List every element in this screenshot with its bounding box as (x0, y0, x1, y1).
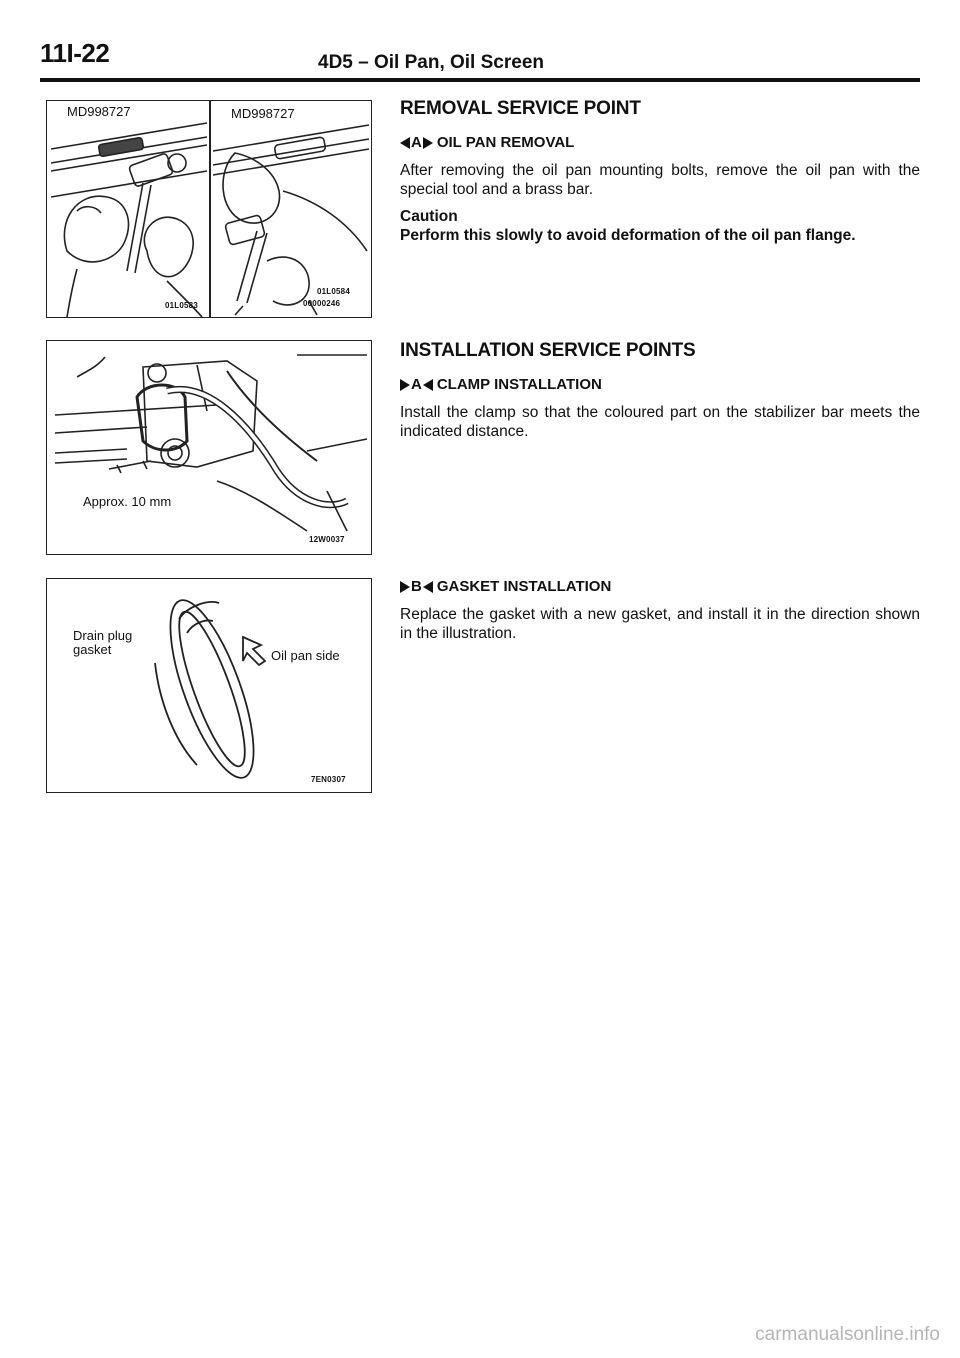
tool-label-left: MD998727 (67, 104, 131, 119)
figure-code-left: 01L0583 (165, 301, 198, 310)
arrow-right-icon (423, 137, 433, 149)
removal-heading: REMOVAL SERVICE POINT (400, 98, 641, 119)
figure-oil-pan-removal (46, 100, 372, 318)
subheading-text: GASKET INSTALLATION (436, 578, 612, 595)
page-number: 11I-22 (40, 38, 110, 68)
arrow-left-icon (400, 137, 410, 149)
arrow-left-icon (423, 581, 433, 593)
figure-divider (209, 101, 211, 317)
service-mark (400, 376, 433, 393)
gasket-section (400, 578, 920, 643)
clamp-body: Install the clamp so that the coloured part on the stabilizer bar meets the indicated distance. (400, 404, 920, 440)
watermark: carmanualsonline.info (755, 1324, 940, 1345)
figure-code-right-2: 00000246 (303, 299, 341, 308)
arrow-right-icon (400, 581, 410, 593)
removal-body: After removing the oil pan mounting bolts, remove the oil pan with the special tool and a brass bar. (400, 162, 920, 198)
clamp-installation-subheading (400, 376, 920, 393)
service-mark (400, 134, 433, 151)
header-rule (40, 78, 920, 82)
caution-title: Caution (400, 208, 458, 225)
removal-section (400, 98, 920, 245)
arrow-left-icon (423, 379, 433, 391)
installation-heading: INSTALLATION SERVICE POINTS (400, 340, 696, 361)
gasket-body: Replace the gasket with a new gasket, and install it in the direction shown in the illustration. (400, 606, 920, 642)
tool-label-right: MD998727 (231, 106, 295, 121)
figure-code: 12W0037 (309, 535, 345, 544)
gasket-installation-subheading (400, 578, 920, 595)
clamp-illustration (47, 341, 372, 555)
service-mark-letter: B (411, 578, 422, 595)
drain-plug-label-2: gasket (73, 642, 112, 657)
oil-pan-side-label: Oil pan side (271, 648, 340, 663)
arrow-right-icon (400, 379, 410, 391)
gasket-illustration (47, 579, 372, 793)
service-mark-letter: A (411, 376, 422, 393)
oil-pan-removal-subheading (400, 134, 920, 151)
distance-label: Approx. 10 mm (83, 494, 172, 509)
installation-section (400, 340, 920, 441)
drain-plug-label-1: Drain plug (73, 628, 133, 643)
subheading-text: OIL PAN REMOVAL (436, 134, 575, 151)
service-mark-letter: A (411, 134, 422, 151)
subheading-text: CLAMP INSTALLATION (436, 376, 602, 393)
figure-clamp-installation (46, 340, 372, 555)
figure-code-right-1: 01L0584 (317, 287, 350, 296)
figure-gasket (46, 578, 372, 793)
service-mark (400, 578, 433, 595)
caution-body: Perform this slowly to avoid deformation of the oil pan flange. (400, 227, 856, 244)
page-title: 4D5 – Oil Pan, Oil Screen (318, 52, 544, 73)
figure-code: 7EN0307 (311, 775, 346, 784)
